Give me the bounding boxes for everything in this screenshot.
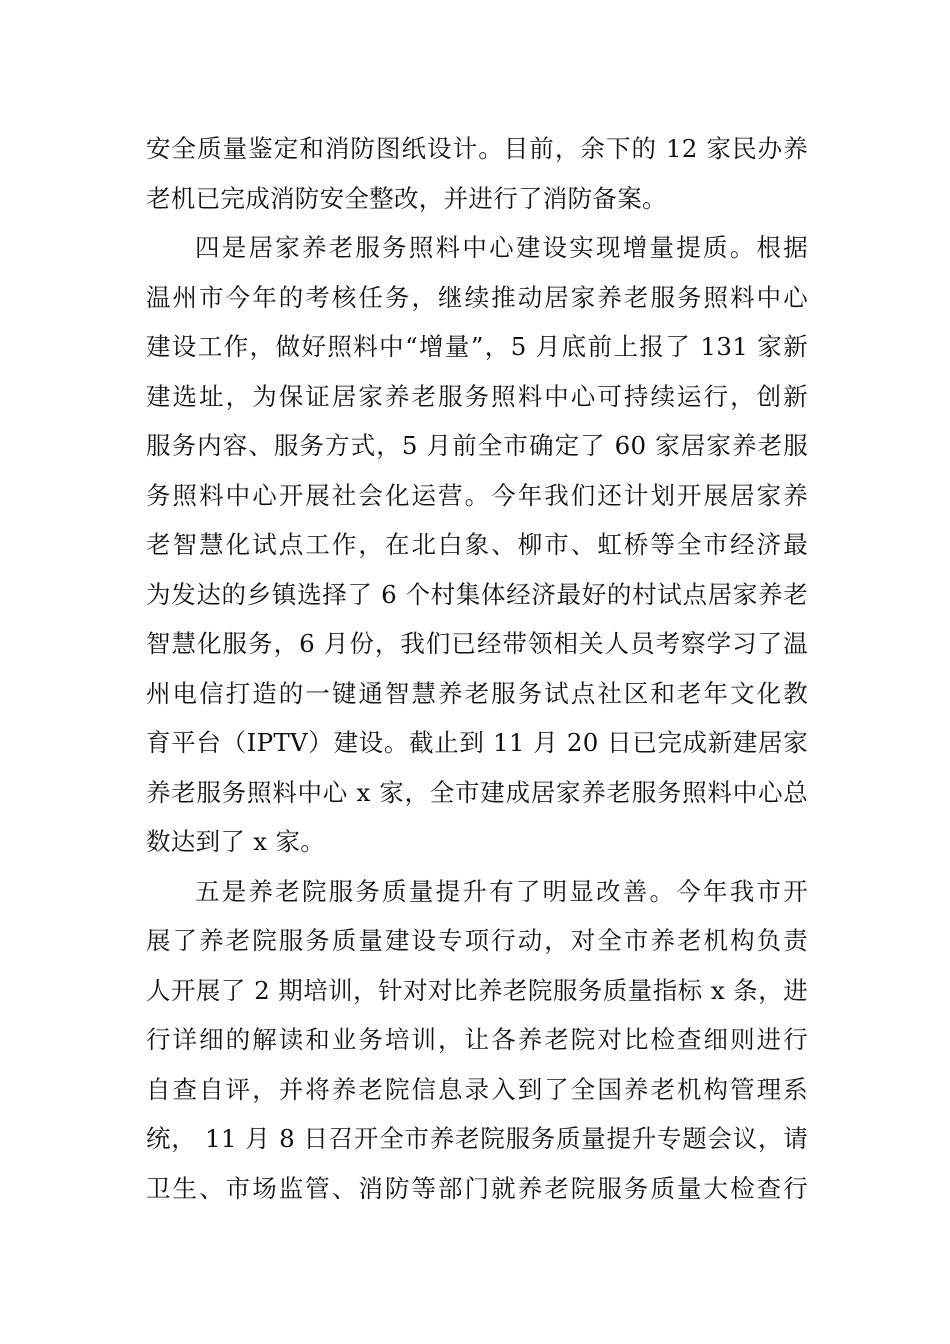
text-line: 建选址，为保证居家养老服务照料中心可持续运行，创新 (146, 381, 808, 411)
text-line: 建设工作，做好照料中“增量”，5 月底前上报了 131 家新 (146, 332, 808, 361)
text-line: 为发达的乡镇选择了 6 个村集体经济最好的村试点居家养老 (146, 579, 808, 609)
text-line: 务照料中心开展社会化运营。今年我们还计划开展居家养 (146, 480, 808, 510)
text-line: 行详细的解读和业务培训，让各养老院对比检查细则进行 (146, 1025, 808, 1054)
text-line: 卫生、市场监管、消防等部门就养老院服务质量大检查行 (146, 1173, 808, 1203)
text-line: 自查自评，并将养老院信息录入到了全国养老机构管理系 (146, 1074, 808, 1104)
text-line: 温州市今年的考核任务，继续推动居家养老服务照料中心 (146, 282, 808, 312)
text-line: 州电信打造的一键通智慧养老服务试点社区和老年文化教 (146, 678, 808, 708)
body-text (146, 124, 808, 1213)
text-line: 服务内容、服务方式，5 月前全市确定了 60 家居家养老服 (146, 431, 808, 460)
text-line: 老智慧化试点工作，在北白象、柳市、虹桥等全市经济最 (146, 530, 808, 559)
text-line: 养老服务照料中心 x 家，全市建成居家养老服务照料中心总 (146, 777, 808, 807)
text-line: 统， 11 月 8 日召开全市养老院服务质量提升专题会议，请 (146, 1124, 808, 1153)
text-line: 老机已完成消防安全整改，并进行了消防备案。 (146, 183, 667, 213)
text-line: 育平台（IPTV）建设。截止到 11 月 20 日已完成新建居家 (146, 728, 808, 757)
text-line: 四是居家养老服务照料中心建设实现增量提质。根据 (195, 233, 808, 262)
text-line: 人开展了 2 期培训，针对对比养老院服务质量指标 x 条，进 (146, 975, 808, 1005)
text-line: 安全质量鉴定和消防图纸设计。目前，余下的 12 家民办养 (146, 134, 808, 163)
text-line: 五是养老院服务质量提升有了明显改善。今年我市开 (195, 876, 808, 906)
text-line: 展了养老院服务质量建设专项行动，对全市养老机构负责 (146, 926, 808, 955)
text-line: 数达到了 x 家。 (146, 827, 326, 856)
text-line: 智慧化服务，6 月份，我们已经带领相关人员考察学习了温 (146, 629, 808, 658)
